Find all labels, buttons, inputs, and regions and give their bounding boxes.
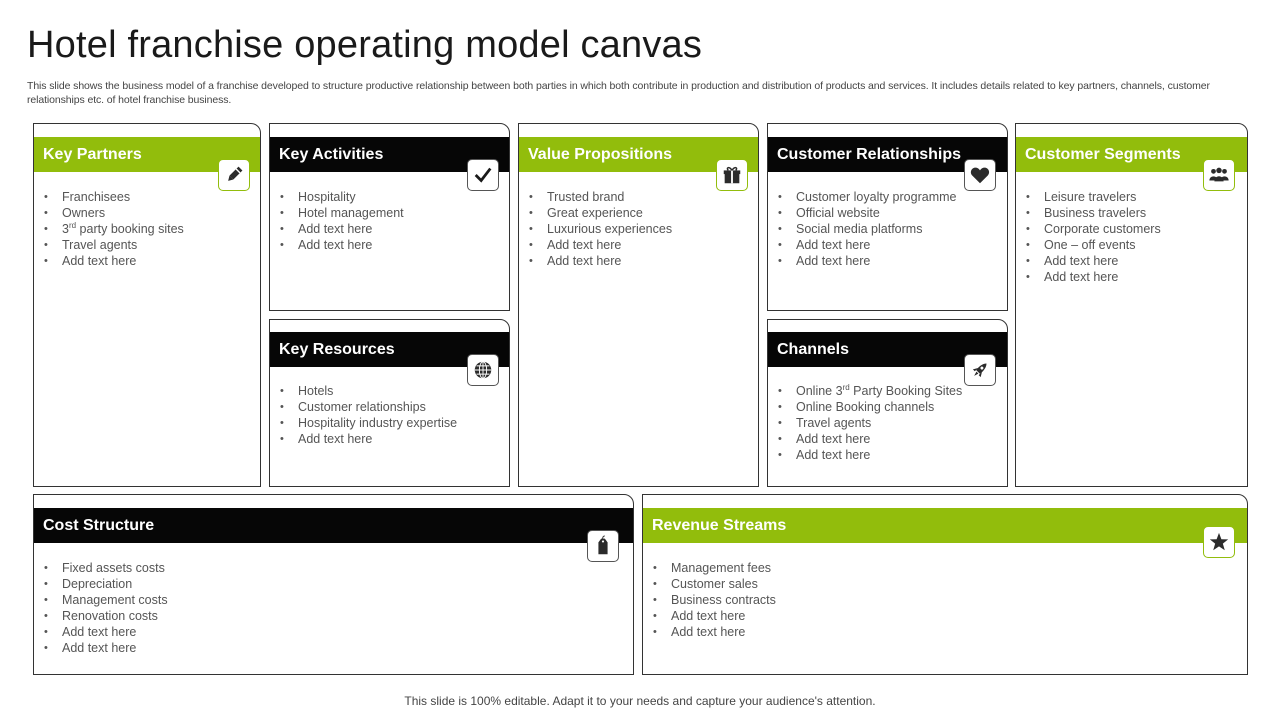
key-activities-title: Key Activities: [270, 137, 509, 172]
list-item: • Customer sales: [653, 576, 776, 592]
price-tag-icon: [587, 530, 619, 562]
list-item: • Travel agents: [778, 415, 962, 431]
list-item: • Add text here: [653, 608, 776, 624]
customer-relationships-list: [778, 189, 956, 269]
list-item: • Management costs: [44, 592, 168, 608]
key-partners-title: Key Partners: [34, 137, 260, 172]
key-activities-card: [269, 123, 510, 311]
list-item: • Business travelers: [1026, 205, 1161, 221]
list-item: • Hospitality: [280, 189, 404, 205]
list-item: • Add text here: [778, 237, 956, 253]
page-description: This slide shows the business model of a franchise developed to structure productive relationship between both parties in which both contribute in production and distribution of products and services. It includes details related to key partners, channels, customer relationships etc. of hotel franchise business.: [27, 80, 1210, 106]
list-item: • Corporate customers: [1026, 221, 1161, 237]
revenue-streams-list: [653, 560, 776, 640]
list-item: • Add text here: [529, 253, 672, 269]
channels-list: [778, 383, 962, 463]
gift-icon: [716, 159, 748, 191]
people-icon: [1203, 159, 1235, 191]
star-icon: [1203, 526, 1235, 558]
list-item: • Trusted brand: [529, 189, 672, 205]
list-item: • Add text here: [778, 447, 962, 463]
list-item: • Official website: [778, 205, 956, 221]
list-item: • Add text here: [778, 253, 956, 269]
list-item: • Social media platforms: [778, 221, 956, 237]
list-item: • 3rd party booking sites: [44, 221, 184, 237]
value-propositions-card: [518, 123, 759, 487]
key-partners-card: [33, 123, 261, 487]
list-item: • Customer loyalty programme: [778, 189, 956, 205]
page-title: Hotel franchise operating model canvas: [27, 24, 703, 66]
list-item: • Add text here: [44, 640, 168, 656]
list-item: • Add text here: [778, 431, 962, 447]
list-item: • Customer relationships: [280, 399, 457, 415]
value-propositions-list: [529, 189, 672, 269]
list-item: • Management fees: [653, 560, 776, 576]
list-item: • One – off events: [1026, 237, 1161, 253]
channels-card: [767, 319, 1008, 487]
list-item: • Luxurious experiences: [529, 221, 672, 237]
list-item: • Hotels: [280, 383, 457, 399]
list-item: • Add text here: [529, 237, 672, 253]
key-activities-list: [280, 189, 404, 253]
list-item: • Depreciation: [44, 576, 168, 592]
list-item: • Add text here: [280, 237, 404, 253]
customer-relationships-title: Customer Relationships: [768, 137, 1007, 172]
list-item: • Fixed assets costs: [44, 560, 168, 576]
list-item: • Leisure travelers: [1026, 189, 1161, 205]
list-item: • Business contracts: [653, 592, 776, 608]
list-item: • Add text here: [1026, 269, 1161, 285]
customer-relationships-card: [767, 123, 1008, 311]
list-item: • Renovation costs: [44, 608, 168, 624]
footer-note: This slide is 100% editable. Adapt it to your needs and capture your audience's attention.: [404, 694, 876, 708]
list-item: • Add text here: [44, 624, 168, 640]
list-item: • Add text here: [653, 624, 776, 640]
list-item: • Online 3rd Party Booking Sites: [778, 383, 962, 399]
cost-structure-title: Cost Structure: [34, 508, 633, 543]
key-partners-list: [44, 189, 184, 269]
list-item: • Hotel management: [280, 205, 404, 221]
list-item: • Add text here: [1026, 253, 1161, 269]
globe-icon: [467, 354, 499, 386]
list-item: • Add text here: [280, 221, 404, 237]
revenue-streams-title: Revenue Streams: [643, 508, 1247, 543]
cost-structure-card: [33, 494, 634, 675]
customer-segments-title: Customer Segments: [1016, 137, 1247, 172]
list-item: • Add text here: [44, 253, 184, 269]
key-resources-title: Key Resources: [270, 332, 509, 367]
list-item: • Franchisees: [44, 189, 184, 205]
list-item: • Hospitality industry expertise: [280, 415, 457, 431]
heart-icon: [964, 159, 996, 191]
list-item: • Owners: [44, 205, 184, 221]
value-propositions-title: Value Propositions: [519, 137, 758, 172]
customer-segments-list: [1026, 189, 1161, 285]
revenue-streams-card: [642, 494, 1248, 675]
list-item: • Great experience: [529, 205, 672, 221]
cost-structure-list: [44, 560, 168, 656]
key-resources-card: [269, 319, 510, 487]
key-resources-list: [280, 383, 457, 447]
list-item: • Add text here: [280, 431, 457, 447]
rocket-icon: [964, 354, 996, 386]
customer-segments-card: [1015, 123, 1248, 487]
list-item: • Online Booking channels: [778, 399, 962, 415]
pencil-icon: [218, 159, 250, 191]
check-icon: [467, 159, 499, 191]
channels-title: Channels: [768, 332, 1007, 367]
list-item: • Travel agents: [44, 237, 184, 253]
